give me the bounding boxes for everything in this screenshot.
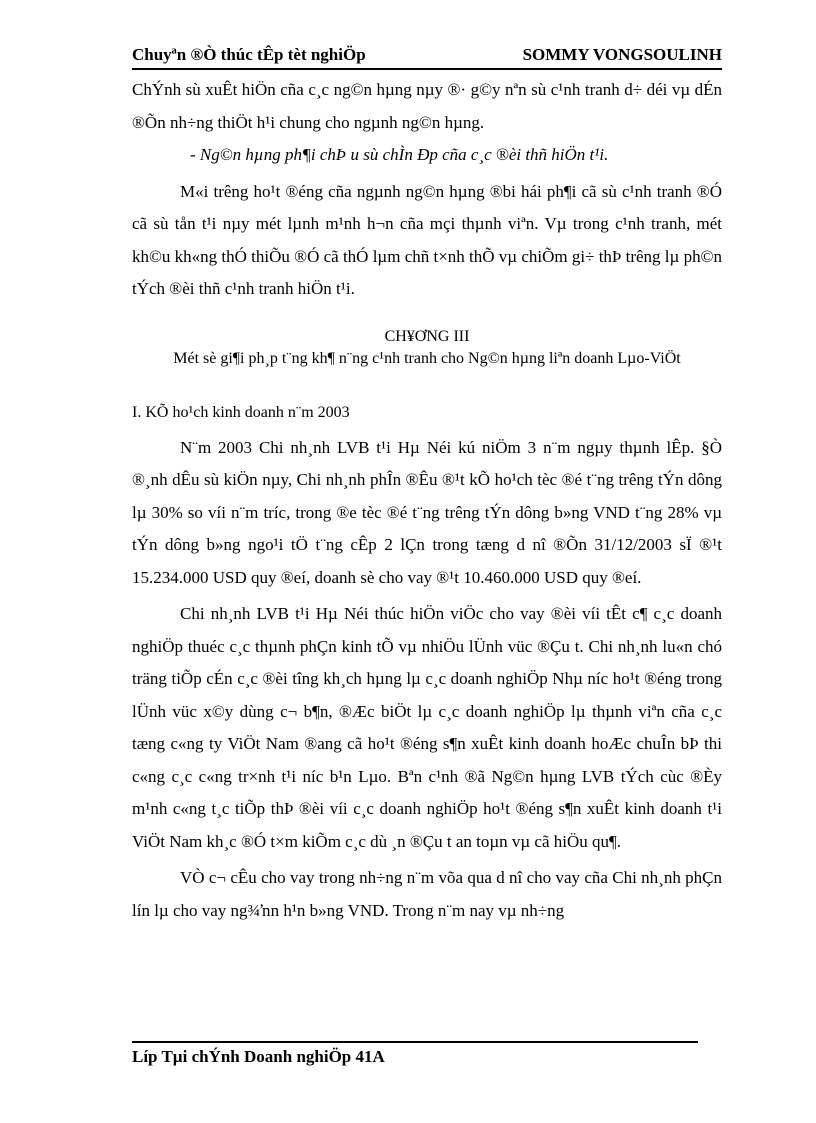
paragraph-competition-environment: M«i trêng ho¹t ®éng cña ngµnh ng©n hµng ®bi hái ph¶i cã sù c¹nh tranh ®Ó cã sù tån t¹i nµy mét lµnh m¹nh h¬n cña mçi thµnh viªn. Vµ trong c¹nh tranh, mét kh©u kh«ng thÓ thiÕu ®Ó cã thÓ lµm chñ t×nh thÕ vµ chiÕm gi÷ thÞ trêng lµ ph©n tÝch ®èi thñ c¹nh tranh hiÖn t¹i.	[132, 181, 722, 298]
chapter-subtitle: Mét sè gi¶i ph¸p t¨ng kh¶ n¨ng c¹nh tranh cho Ng©n hµng liªn doanh Lµo-ViÖt	[173, 349, 681, 367]
header-author-name: SOMMY VONGSOULINH	[522, 45, 722, 64]
paragraph-lending-activity: Chi nh¸nh LVB t¹i Hµ Néi thúc hiÖn viÖc cho vay ®èi víi tÊt c¶ c¸c doanh nghiÖp thuéc c¸c thµnh phÇn kinh tÕ vµ nhiÖu lÜnh vüc ®Çu t. Chi nh¸nh lu«n chó träng tiÕp cÉn c¸c ®èi tîng kh¸ch hµng lµ c¸c doanh nghiÖp Nhµ níc ho¹t ®éng trong lÜnh vüc x©y dùng c¬ b¶n, ®Æc biÖt lµ c¸c doanh nghiÖp lµ thµnh viªn cña c¸c tæng c«ng ty ViÖt Nam ®ang cã ho¹t ®éng s¶n xuÊt kinh doanh hoÆc chuÎn bÞ thi c«ng c¸c c«ng tr×nh t¹i níc b¹n Lµo. Bªn c¹nh ®ã Ng©n hµng LVB tÝch cùc ®Èy m¹nh c«ng t¸c tiÕp thÞ ®èi víi c¸c doanh nghiÖp ho¹t ®éng s¶n xuÊt kinh doanh t¹i ViÖt Nam kh¸c ®Ó t×m kiÕm c¸c dù ¸n ®Çu t an toµn vµ cã hiÖu qu¶.	[132, 604, 722, 851]
paragraph-italic-point: - Ng©n hµng ph¶i chÞ u sù chÌn Ðp cña c¸c ®èi thñ hiÖn t¹i.	[190, 145, 609, 164]
header-rule	[132, 68, 722, 70]
paragraph-plan-2003: N¨m 2003 Chi nh¸nh LVB t¹i Hµ Néi kú niÖm 3 n¨m ngµy thµnh lÊp. §Ò ®¸nh dÊu sù kiÖn nµy, Chi nh¸nh phÎn ®Êu ®¹t kÕ ho¹ch tèc ®é t¨ng trêng tÝn dông lµ 30% so víi n¨m tríc, trong ®e tèc ®é t¨ng trêng tÝn dông b»ng VND t¨ng 28% vµ tÝn dông b»ng ngo¹i tÖ t¨ng cÊp 2 lÇn trong tæng d nî ®Õn 31/12/2003 sÏ ®¹t 15.234.000 USD quy ®eí, doanh sè cho vay ®¹t 10.460.000 USD quy ®eí.	[132, 437, 722, 587]
page-footer: Líp Tµi chÝnh Doanh nghiÖp 41A	[132, 1047, 385, 1066]
document-page	[132, 0, 722, 1123]
header-thesis-title: Chuyªn ®Ò thúc tÊp tèt nghiÖp	[132, 45, 366, 64]
paragraph-lending-structure: VÒ c¬ cÊu cho vay trong nh÷ng n¨m võa qua d nî cho vay cña Chi nh¸nh phÇn lín lµ cho vay ng¾ŉn h¹n b»ng VND. Trong n¨m nay vµ nh÷ng	[132, 868, 722, 920]
document-body	[132, 74, 722, 927]
chapter-title: CH¥ƠNG III	[384, 327, 470, 345]
section-title: I. KÕ ho¹ch kinh doanh n¨m 2003	[132, 403, 350, 421]
footer-rule	[132, 1041, 698, 1043]
paragraph-competition-intro: ChÝnh sù xuÊt hiÖn cña c¸c ng©n hµng nµy ®· g©y nªn sù c¹nh tranh d÷ déi vµ dÉn ®Õn nh÷ng thiÖt h¹i chung cho ngµnh ng©n hµng.	[132, 80, 722, 132]
page-header	[132, 42, 722, 68]
